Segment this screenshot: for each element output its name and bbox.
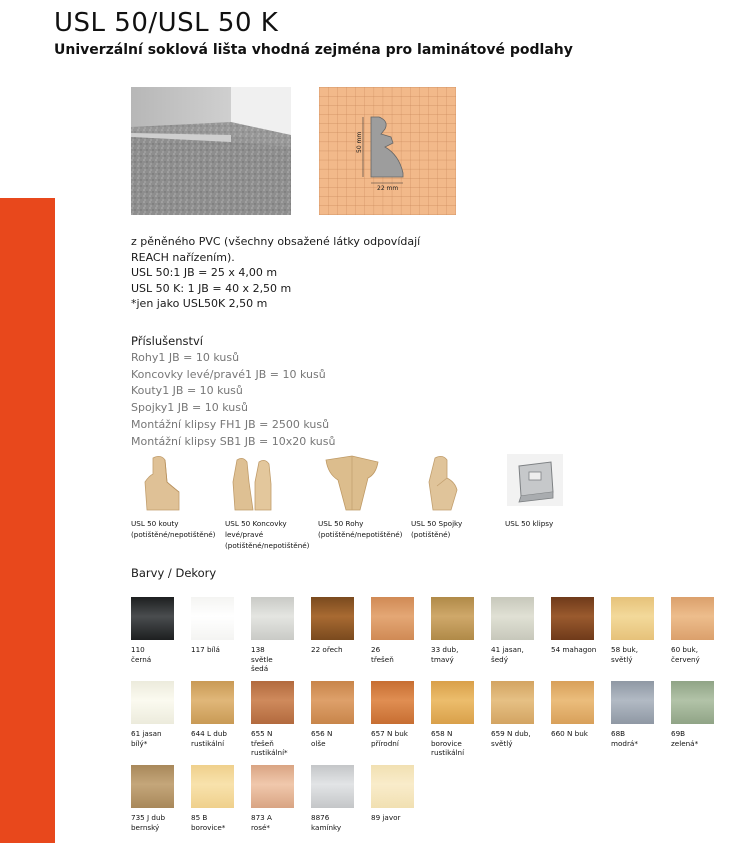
description-line: USL 50:1 JB = 25 x 4,00 m <box>131 266 278 279</box>
accessory-line: Montážní klipsy FH1 JB = 2500 kusů <box>131 417 330 431</box>
swatch-label: třešeň <box>251 738 274 748</box>
swatch-chip <box>431 681 474 724</box>
swatch-label: 659 N dub, <box>491 729 531 738</box>
profile-width-label: 22 mm <box>377 185 399 192</box>
color-swatch <box>671 681 731 748</box>
accessory-label: (potištěné/nepotištěné) <box>225 541 310 550</box>
swatch-label: 873 A <box>251 813 272 822</box>
swatch-label: 117 bílá <box>191 645 220 654</box>
description-line: REACH nařízením). <box>131 250 235 264</box>
swatch-label: světle <box>251 654 273 664</box>
corner-inner-image <box>131 452 201 514</box>
accessory-line: Rohy1 JB = 10 kusů <box>131 351 240 364</box>
swatch-chip <box>431 597 474 640</box>
accessory-line: Spojky1 JB = 10 kusů <box>131 401 248 415</box>
accessory-label: USL 50 kouty <box>131 519 179 528</box>
swatch-label: 655 N <box>251 729 273 738</box>
profile-height-label: 50 mm <box>356 131 363 153</box>
swatch-chip <box>611 597 654 640</box>
accessory-product-klipsy <box>505 452 605 529</box>
accessory-line: Koncovky levé/pravé1 JB = 10 kusů <box>131 367 326 381</box>
swatch-chip <box>491 681 534 724</box>
swatch-label: 58 buk, <box>611 645 638 654</box>
swatch-chip <box>371 681 414 724</box>
accessory-label: USL 50 klipsy <box>505 519 554 528</box>
swatch-label: 660 N buk <box>551 729 588 738</box>
page-title: USL 50/USL 50 K <box>54 8 279 38</box>
accessories-heading: Příslušenství <box>131 334 203 348</box>
swatch-label: přírodní <box>371 738 399 748</box>
swatch-chip <box>371 597 414 640</box>
accessory-label: USL 50 Koncovky <box>225 519 287 528</box>
swatch-label: 61 jasan <box>131 729 162 738</box>
swatch-chip <box>551 681 594 724</box>
swatch-label: bílý* <box>131 738 148 748</box>
corner-outer-image <box>318 452 388 514</box>
swatch-label: zelená* <box>671 738 699 748</box>
swatch-label: 60 buk, <box>671 645 698 654</box>
description-line: *jen jako USL50K 2,50 m <box>131 297 268 310</box>
swatch-chip <box>131 597 174 640</box>
product-photo <box>131 87 291 215</box>
swatch-chip <box>131 681 174 724</box>
swatch-label: olše <box>311 738 326 748</box>
swatch-label: 54 mahagon <box>551 645 597 654</box>
swatch-label: 22 ořech <box>311 645 343 654</box>
color-swatch <box>671 597 731 664</box>
swatch-label: 735 J dub <box>131 813 166 822</box>
swatch-label: červený <box>671 654 700 664</box>
swatch-label: borovice* <box>191 822 226 832</box>
swatch-label: rustikální <box>191 738 225 748</box>
swatch-chip <box>311 681 354 724</box>
description-line: z pěněného PVC (všechny obsažené látky odpovídají <box>131 235 421 248</box>
swatch-label: rustikální <box>431 748 465 757</box>
swatch-label: 26 <box>371 645 381 654</box>
swatch-chip <box>191 597 234 640</box>
swatch-label: 8876 <box>311 813 330 822</box>
swatch-label: 69B <box>671 729 686 738</box>
accessory-label: (potištěné) <box>411 530 451 539</box>
swatch-chip <box>671 597 714 640</box>
swatch-label: 138 <box>251 645 265 654</box>
accessory-label: levé/pravé <box>225 530 264 539</box>
swatch-chip <box>311 765 354 808</box>
swatch-label: černá <box>131 654 152 664</box>
swatch-label: 656 N <box>311 729 333 738</box>
end-cap-image <box>225 452 295 514</box>
swatch-chip <box>251 765 294 808</box>
swatch-label: bernský <box>131 822 160 832</box>
swatch-label: světlý <box>611 654 633 664</box>
swatch-label: šedá <box>251 664 269 673</box>
swatch-label: 89 javor <box>371 813 401 822</box>
swatch-chip <box>671 681 714 724</box>
product-description <box>131 234 420 312</box>
swatch-label: 110 <box>131 645 145 654</box>
swatch-label: třešeň <box>371 654 394 664</box>
accessory-product-koncovky <box>225 452 325 551</box>
accessory-product-kouty <box>131 452 231 540</box>
swatch-label: rosé* <box>251 822 270 832</box>
swatch-label: 644 L dub <box>191 729 227 738</box>
swatch-chip <box>371 765 414 808</box>
accessories-list <box>131 350 335 450</box>
swatch-chip <box>551 597 594 640</box>
swatch-label: 68B <box>611 729 626 738</box>
swatch-label: kamínky <box>311 822 342 832</box>
swatch-label: borovice <box>431 738 462 748</box>
accessory-product-spojky <box>411 452 511 540</box>
swatch-label: 657 N buk <box>371 729 408 738</box>
swatch-chip <box>611 681 654 724</box>
swatch-chip <box>311 597 354 640</box>
swatch-label: modrá* <box>611 738 638 748</box>
connector-image <box>411 452 481 514</box>
accessory-label: USL 50 Spojky <box>411 519 463 528</box>
swatch-label: šedý <box>491 654 508 664</box>
clip-image <box>505 452 575 514</box>
swatch-chip <box>131 765 174 808</box>
swatch-chip <box>491 597 534 640</box>
swatch-chip <box>191 681 234 724</box>
accessory-product-rohy <box>318 452 418 540</box>
color-swatch <box>371 765 471 823</box>
profile-drawing <box>319 87 456 215</box>
page-subtitle: Univerzální soklová lišta vhodná zejména pro laminátové podlahy <box>54 42 573 58</box>
accessory-line: Montážní klipsy SB1 JB = 10x20 kusů <box>131 434 336 448</box>
swatch-label: rustikální* <box>251 748 288 757</box>
description-line: USL 50 K: 1 JB = 40 x 2,50 m <box>131 281 292 295</box>
swatch-chip <box>251 597 294 640</box>
swatch-label: 41 jasan, <box>491 645 524 654</box>
swatch-chip <box>251 681 294 724</box>
swatch-label: tmavý <box>431 654 454 664</box>
accent-bar <box>0 198 55 843</box>
swatch-chip <box>191 765 234 808</box>
accessory-label: (potištěné/nepotištěné) <box>318 530 403 539</box>
accessory-label: USL 50 Rohy <box>318 519 364 528</box>
accessory-label: (potištěné/nepotištěné) <box>131 530 216 539</box>
colors-heading: Barvy / Dekory <box>131 566 217 580</box>
accessory-line: Kouty1 JB = 10 kusů <box>131 384 243 398</box>
swatch-label: 33 dub, <box>431 645 459 654</box>
swatch-label: světlý <box>491 738 513 748</box>
swatch-label: 85 B <box>191 813 208 822</box>
swatch-label: 658 N <box>431 729 453 738</box>
